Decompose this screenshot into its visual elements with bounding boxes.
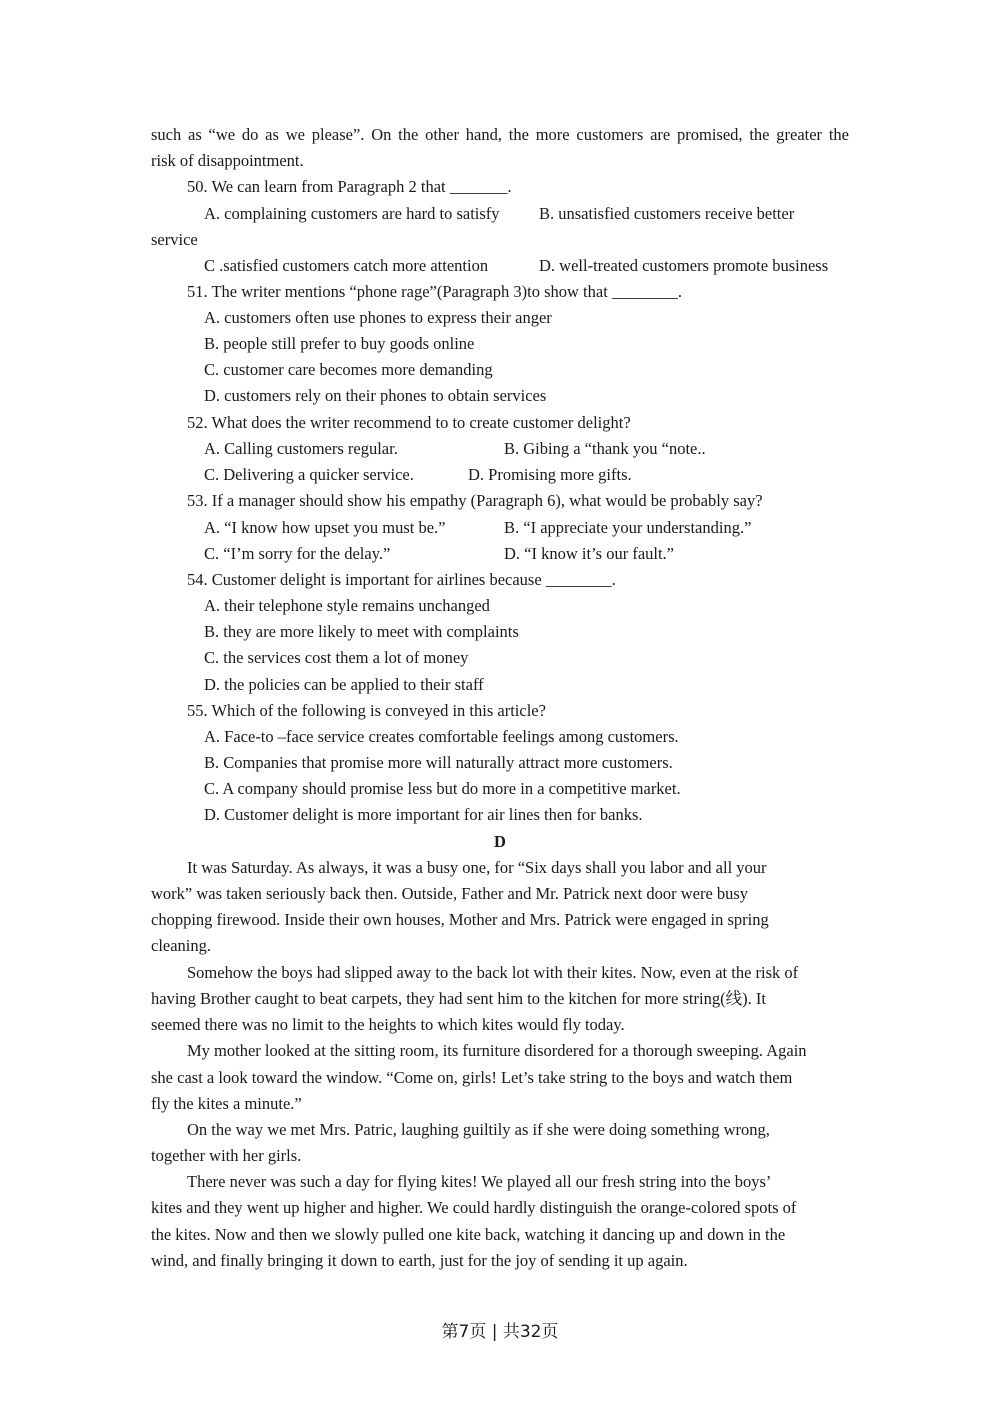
option-c: C. the services cost them a lot of money xyxy=(204,648,469,667)
question-stem: 54. Customer delight is important for airlines because ________. xyxy=(187,570,616,589)
option-a: A. Calling customers regular. xyxy=(204,439,398,458)
option-b: B. Companies that promise more will naturally attract more customers. xyxy=(204,753,673,772)
page-number: 第7页 | 共32页 xyxy=(441,1322,559,1342)
passage-line: It was Saturday. As always, it was a busy one, for “Six days shall you labor and all your xyxy=(187,858,767,877)
option-b: B. “I appreciate your understanding.” xyxy=(504,518,752,537)
option-c: C .satisfied customers catch more attention xyxy=(204,256,489,275)
option-a: A. their telephone style remains unchanged xyxy=(204,596,490,615)
question-stem: 50. We can learn from Paragraph 2 that _______. xyxy=(187,177,512,196)
section-heading: D xyxy=(494,832,506,851)
passage-line: fly the kites a minute.” xyxy=(151,1094,302,1113)
passage-line: having Brother caught to beat carpets, they had sent him to the kitchen for more string(线). It xyxy=(151,989,766,1008)
option-b: B. Gibing a “thank you “note.. xyxy=(504,439,706,458)
passage-line: work” was taken seriously back then. Outside, Father and Mr. Patrick next door were busy xyxy=(151,884,749,903)
option-a: A. customers often use phones to express their anger xyxy=(204,308,552,327)
option-b: B. they are more likely to meet with complaints xyxy=(204,622,519,641)
passage-continuation-line: risk of disappointment. xyxy=(151,151,304,170)
option-d: D. “I know it’s our fault.” xyxy=(504,544,675,563)
passage-line: My mother looked at the sitting room, its furniture disordered for a thorough sweeping. Again xyxy=(187,1041,807,1060)
option-b-continuation: service xyxy=(151,230,198,249)
option-c: C. customer care becomes more demanding xyxy=(204,360,493,379)
passage-line: There never was such a day for flying kites! We played all our fresh string into the boys’ xyxy=(187,1172,772,1191)
passage-line: the kites. Now and then we slowly pulled one kite back, watching it dancing up and down in the xyxy=(151,1225,786,1244)
option-d: D. Promising more gifts. xyxy=(468,465,632,484)
passage-line: kites and they went up higher and higher. We could hardly distinguish the orange-colored spots of xyxy=(151,1198,797,1217)
passage-line: wind, and finally bringing it down to earth, just for the joy of sending it up again. xyxy=(151,1251,688,1270)
option-c: C. Delivering a quicker service. xyxy=(204,465,414,484)
question-stem: 53. If a manager should show his empathy (Paragraph 6), what would be probably say? xyxy=(187,491,763,510)
option-c: C. A company should promise less but do more in a competitive market. xyxy=(204,779,681,798)
option-a: A. complaining customers are hard to satisfy xyxy=(204,204,500,223)
question-stem: 52. What does the writer recommend to to create customer delight? xyxy=(187,413,631,432)
option-a: A. “I know how upset you must be.” xyxy=(204,518,446,537)
option-b: B. people still prefer to buy goods online xyxy=(204,334,475,353)
question-stem: 51. The writer mentions “phone rage”(Paragraph 3)to show that ________. xyxy=(187,282,683,301)
passage-line: On the way we met Mrs. Patric, laughing guiltily as if she were doing something wrong, xyxy=(187,1120,770,1139)
passage-line: seemed there was no limit to the heights to which kites would fly today. xyxy=(151,1015,625,1034)
option-d: D. well-treated customers promote business xyxy=(539,256,829,275)
passage-line: Somehow the boys had slipped away to the back lot with their kites. Now, even at the risk of xyxy=(187,963,799,982)
option-d: D. the policies can be applied to their staff xyxy=(204,675,484,694)
question-stem: 55. Which of the following is conveyed in this article? xyxy=(187,701,546,720)
passage-line: cleaning. xyxy=(151,936,212,955)
option-c: C. “I’m sorry for the delay.” xyxy=(204,544,391,563)
passage-line: she cast a look toward the window. “Come on, girls! Let’s take string to the boys and watch them xyxy=(151,1068,793,1087)
option-d: D. Customer delight is more important for air lines then for banks. xyxy=(204,805,643,824)
passage-continuation-line: such as “we do as we please”. On the other hand, the more customers are promised, the greater the xyxy=(151,125,849,144)
option-d: D. customers rely on their phones to obtain services xyxy=(204,386,547,405)
option-b: B. unsatisfied customers receive better xyxy=(539,204,795,223)
passage-line: chopping firewood. Inside their own houses, Mother and Mrs. Patrick were engaged in spring xyxy=(151,910,769,929)
option-a: A. Face-to –face service creates comfortable feelings among customers. xyxy=(204,727,679,746)
passage-line: together with her girls. xyxy=(151,1146,302,1165)
